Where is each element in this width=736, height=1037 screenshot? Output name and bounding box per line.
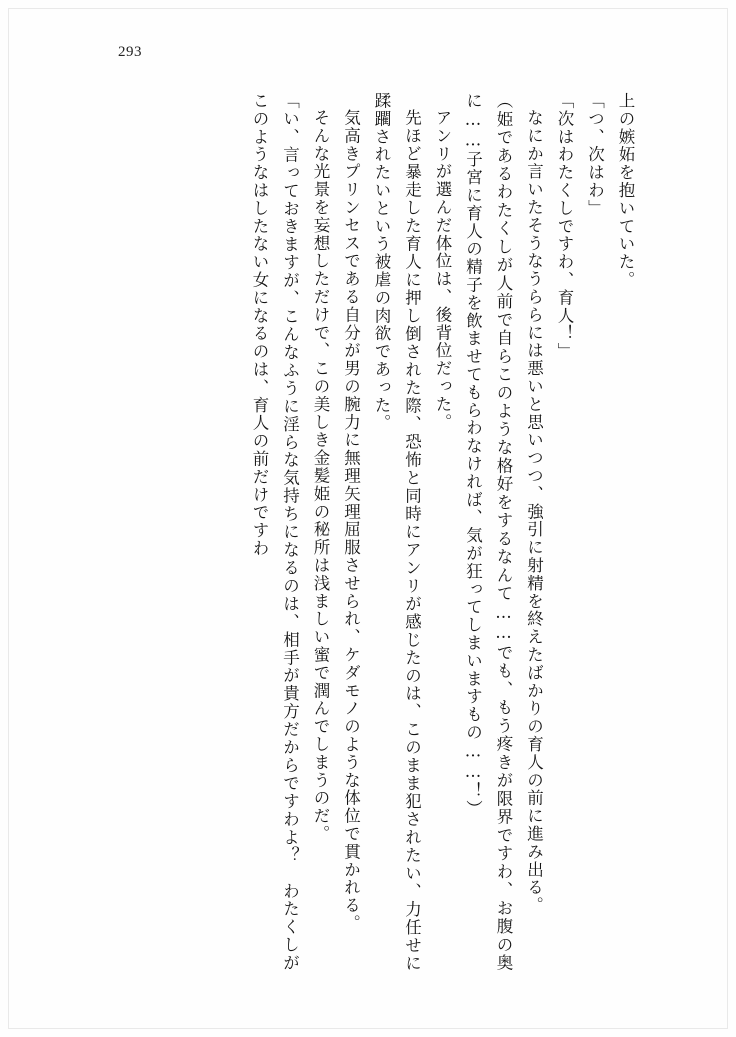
paragraph: 先ほど暴走した育人に押し倒された際、恐怖と同時にアンリが感じたのは、このまま犯されたい、力任せに蹂躙されたいという被虐の肉欲であった。 — [372, 92, 422, 972]
paragraph-inner-monologue: （姫であるわたくしが人前で自らこのような格好をするなんて……でも、もう疼きが限界ですわ、お腹の奥に……子宮に育人の精子を飲ませてもらわなければ、気が狂ってしまいますもの……！） — [463, 92, 513, 972]
vertical-text-block — [96, 92, 640, 972]
paragraph-dialogue: 「次はわたくしですわ、育人！」 — [555, 92, 574, 361]
paragraph: そんな光景を妄想しただけで、この美しき金髪姫の秘所は浅ましい蜜で潤んでしまうのだ。 — [311, 108, 330, 843]
paragraph-dialogue: 「い、言っておきますが、こんなふうに淫らな気持ちになるのは、相手が貴方だからですわよ？ わたくしがこのようなはしたない女になるのは、育人の前だけですわ — [250, 92, 300, 972]
page-number: 293 — [118, 44, 142, 60]
paragraph: アンリが選んだ体位は、後背位だった。 — [433, 108, 452, 431]
paragraph: なにか言いたそうなうららには悪いと思いつつ、強引に射精を終えたばかりの育人の前に進み出る。 — [524, 108, 544, 914]
paragraph: 気高きプリンセスである自分が男の腕力に無理矢理屈服させられ、ケダモノのような体位で貫かれる。 — [341, 108, 361, 932]
paragraph-dialogue: 「つ、次はわ」 — [585, 92, 605, 218]
paragraph: 上の嫉妬を抱いていた。 — [616, 92, 635, 289]
